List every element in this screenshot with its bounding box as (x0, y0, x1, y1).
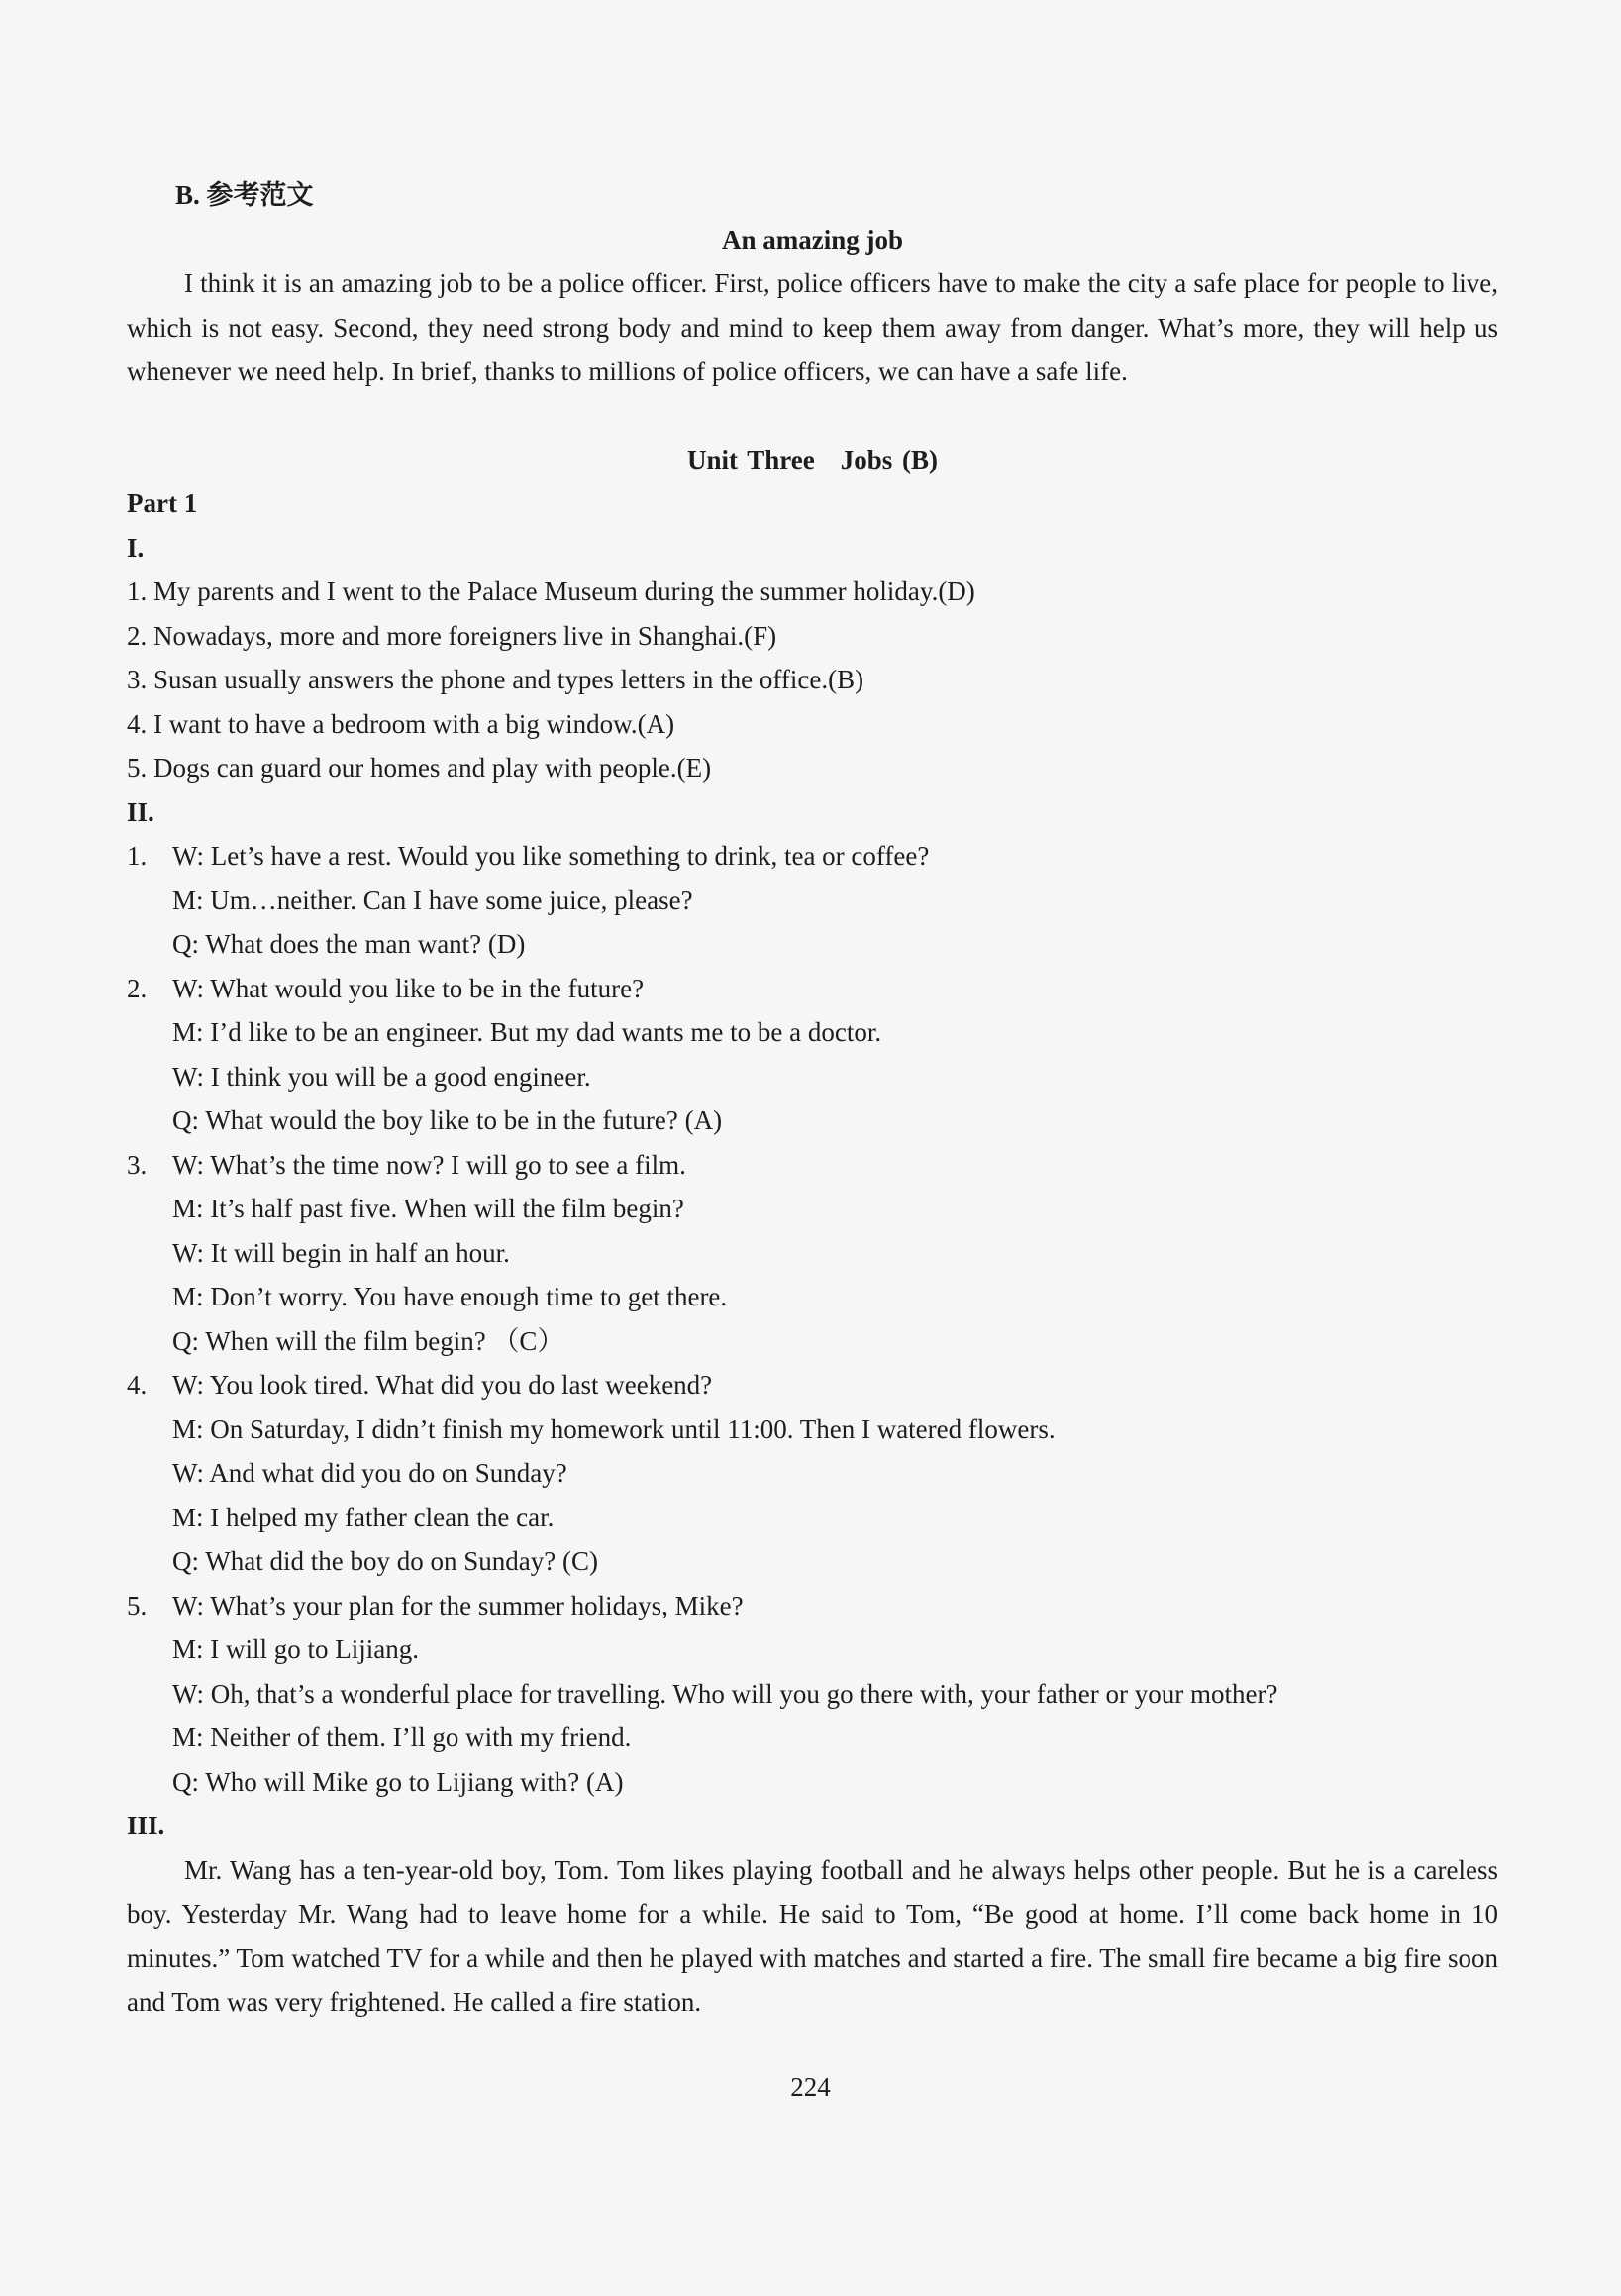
dialogue-1 (127, 834, 1498, 967)
list-item: 1. My parents and I went to the Palace Museum during the summer holiday.(D) (127, 576, 975, 606)
section-label-3: III. (127, 1811, 165, 1840)
dialogue-line: Q: What does the man want? (D) (172, 929, 526, 959)
dialogue-line: M: Don’t worry. You have enough time to get there. (172, 1282, 728, 1311)
dialogue-line: M: Um…neither. Can I have some juice, please? (172, 885, 693, 915)
dialogue-line: Q: When will the film begin? （C） (172, 1325, 564, 1356)
dialogue-2 (127, 967, 1498, 1143)
essay-title: An amazing job (721, 224, 903, 255)
dialogue-line: Q: Who will Mike go to Lijiang with? (A) (172, 1766, 624, 1797)
dialogue-3 (127, 1143, 1498, 1364)
dialogue-number: 3. (127, 1149, 148, 1180)
dialogue-line: W: What’s the time now? I will go to see a film. (172, 1149, 686, 1180)
section-1-items (127, 570, 1498, 790)
list-item: 4. I want to have a bedroom with a big window.(A) (127, 708, 675, 739)
dialogue-line: M: I helped my father clean the car. (172, 1502, 555, 1532)
dialogue-line: W: Let’s have a rest. Would you like something to drink, tea or coffee? (172, 841, 930, 871)
essay-body: I think it is an amazing job to be a police officer. First, police officers have to make the city a safe place for people to live, which is not easy. Second, they need strong body and mind to keep them away from danger. What’s more, they will help us whenever we need help. In brief, thanks to millions of police officers, we can have a safe life. (127, 268, 1498, 386)
unit-title-left: Unit Three (686, 444, 815, 474)
dialogue-number: 5. (127, 1590, 148, 1620)
dialogue-line: W: What’s your plan for the summer holidays, Mike? (172, 1590, 744, 1620)
dialogue-line: W: Oh, that’s a wonderful place for travelling. Who will you go there with, your father or your mother? (172, 1678, 1278, 1709)
dialogue-line: M: I’d like to be an engineer. But my dad wants me to be a doctor. (172, 1017, 882, 1047)
unit-title-right: Jobs (B) (840, 444, 939, 474)
part-heading: Part 1 (127, 488, 198, 518)
dialogue-number: 4. (127, 1370, 148, 1400)
dialogue-line: W: What would you like to be in the future? (172, 973, 645, 1003)
dialogue-number: 2. (127, 973, 148, 1003)
list-item: 5. Dogs can guard our homes and play with people.(E) (127, 753, 712, 783)
dialogue-line: W: I think you will be a good engineer. (172, 1061, 591, 1092)
dialogue-line: M: On Saturday, I didn’t finish my homework until 11:00. Then I watered flowers. (172, 1413, 1056, 1444)
dialogue-line: M: Neither of them. I’ll go with my friend. (172, 1722, 632, 1752)
dialogue-5 (127, 1584, 1498, 1805)
page-content (127, 173, 1498, 2025)
dialogue-line: M: I will go to Lijiang. (172, 1634, 419, 1664)
dialogue-line: Q: What did the boy do on Sunday? (C) (172, 1546, 598, 1576)
list-item: 2. Nowadays, more and more foreigners live in Shanghai.(F) (127, 620, 777, 651)
dialogue-line: W: It will begin in half an hour. (172, 1237, 510, 1268)
dialogue-4 (127, 1363, 1498, 1584)
section-3-passage: Mr. Wang has a ten-year-old boy, Tom. Tom likes playing football and he always helps other people. But he is a careless boy. Yesterday Mr. Wang had to leave home for a while. He said to Tom, “Be good at home. I’ll come back home in 10 minutes.” Tom watched TV for a while and then he played with matches and started a fire. The small fire became a big fire soon and Tom was very frightened. He called a fire station. (127, 1854, 1498, 2017)
unit-title (127, 438, 1498, 482)
list-item: 3. Susan usually answers the phone and types letters in the office.(B) (127, 665, 864, 694)
section-heading-b: B. 参考范文 (175, 180, 314, 210)
dialogue-line: M: It’s half past five. When will the film begin? (172, 1194, 684, 1223)
section-label-2: II. (127, 796, 154, 827)
dialogue-line: W: You look tired. What did you do last weekend? (172, 1370, 713, 1400)
dialogue-line: W: And what did you do on Sunday? (172, 1458, 567, 1488)
dialogue-number: 1. (127, 841, 148, 871)
dialogue-line: Q: What would the boy like to be in the future? (A) (172, 1105, 723, 1135)
section-label-1: I. (127, 532, 145, 563)
page-number: 224 (790, 2072, 831, 2102)
